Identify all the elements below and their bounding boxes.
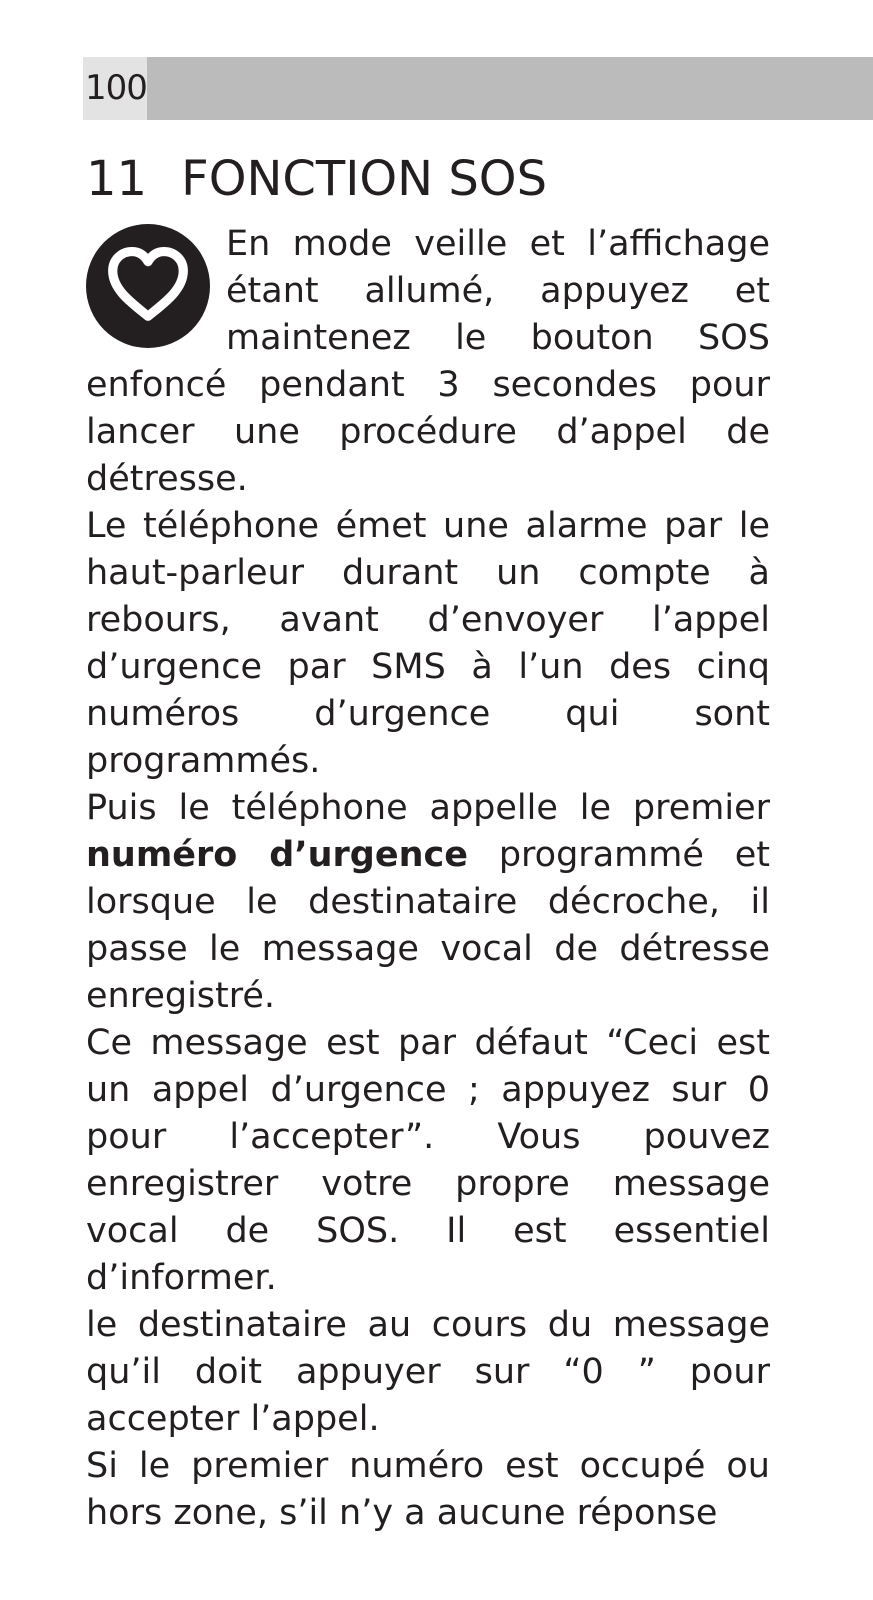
paragraph-5: le destinataire au cours du message qu’il doit appuyer sur “0 ” pour accepter l’appel. bbox=[86, 1305, 770, 1439]
section-number: 11 bbox=[86, 151, 148, 207]
body-text bbox=[86, 221, 770, 1537]
paragraph-2: Le téléphone émet une alarme par le haut-parleur durant un compte à rebours, avant d’envoyer l’appel d’urgence par SMS à l’un des cinq numéros d’urgence qui sont programmés. bbox=[86, 506, 770, 781]
page-header-bar bbox=[83, 57, 873, 120]
paragraph-3 bbox=[86, 785, 770, 1020]
paragraph-6: Si le premier numéro est occupé ou hors zone, s’il n’y a aucune réponse bbox=[86, 1446, 770, 1533]
heart-icon bbox=[86, 224, 210, 348]
page-number-box bbox=[83, 57, 147, 120]
paragraph-3-start: Puis le téléphone appelle le premier bbox=[86, 788, 770, 828]
paragraph-1: En mode veille et l’affichage étant allumé, appuyez et maintenez le bouton SOS enfoncé pendant 3 secondes pour lancer une procédure d’appel de détresse. bbox=[86, 224, 770, 499]
page-number: 100 bbox=[85, 68, 147, 108]
heart-icon-glyph bbox=[106, 244, 190, 328]
paragraph-3-end: programmé et lorsque le destinataire décroche, il passe le message vocal de détresse enregistré. bbox=[86, 835, 770, 1016]
section-heading bbox=[86, 146, 547, 212]
section-title: FONCTION SOS bbox=[181, 151, 548, 207]
emergency-number-term: numéro d’urgence bbox=[86, 835, 468, 875]
paragraph-4: Ce message est par défaut “Ceci est un appel d’urgence ; appuyez sur 0 pour l’accepter”. Vous pouvez enregistrer votre propre message vocal de SOS. Il est essentiel d’informer. bbox=[86, 1023, 770, 1298]
